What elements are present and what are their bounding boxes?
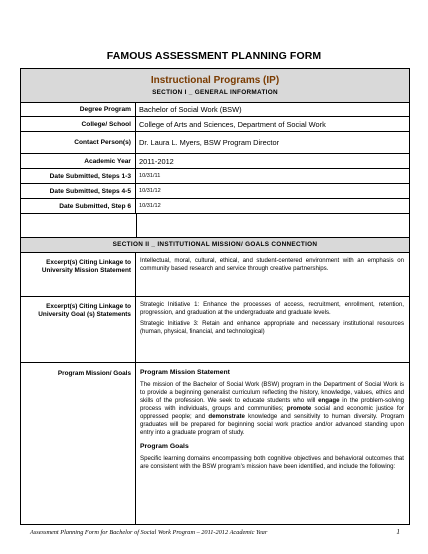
row-value: 10/31/12: [139, 203, 161, 209]
goal-linkage-row: [21, 297, 409, 363]
program-heading: Instructional Programs (IP): [150, 75, 280, 86]
row-value: 10/31/11: [139, 173, 161, 179]
mission-linkage-label: Excerpt(s) Citing Linkage to University Mission Statement: [21, 253, 136, 296]
section1-heading: SECTION I _ GENERAL INFORMATION: [152, 89, 278, 96]
page-number: 1: [396, 528, 400, 536]
mission-linkage-text: [136, 253, 409, 296]
mission-linkage-paragraph: Intellectual, moral, cultural, ethical, and student-centered environment with an emphasis on community based research and service through creative partnerships.: [140, 257, 404, 272]
row-label: Contact Person(s): [21, 132, 136, 153]
row-degree-program: [21, 103, 409, 117]
program-goals-heading: Program Goals: [140, 443, 189, 450]
row-value: 2011-2012: [139, 156, 174, 166]
section2-heading: SECTION II _ INSTITUTIONAL MISSION/ GOALS CONNECTION: [21, 238, 409, 253]
row-label: Date Submitted, Steps 1-3: [21, 169, 136, 183]
blank-row: [21, 214, 409, 238]
assessment-form: [20, 68, 410, 525]
page-footer: [30, 529, 400, 536]
row-value: Bachelor of Social Work (BSW): [139, 105, 242, 114]
program-goals-paragraph: Specific learning domains encompassing both cognitive objectives and behavioral outcomes that are consistent with the BSW program's mission have been identified, and include the following:: [140, 455, 404, 470]
row-label: Date Submitted, Step 6: [21, 199, 136, 213]
strategic-initiative-3: Strategic Initiative 3: Retain and enhance appropriate and necessary institutional resources (human, physical, financial, and technological): [140, 320, 404, 335]
goal-linkage-label: Excerpt(s) Citing Linkage to University Goal (s) Statements: [21, 297, 136, 362]
row-label: Date Submitted, Steps 4-5: [21, 184, 136, 198]
row-college: [21, 117, 409, 132]
row-value: College of Arts and Sciences, Department of Social Work: [139, 119, 326, 129]
row-contact: [21, 132, 409, 154]
form-banner: [21, 69, 409, 103]
row-label: College/ School: [21, 117, 136, 131]
footer-text: Assessment Planning Form for Bachelor of Social Work Program – 2011-2012 Academic Year: [30, 529, 268, 536]
program-mission-paragraph: The mission of the Bachelor of Social Work (BSW) program in the Department of Social Work is to provide a beginning generalist curriculum reflecting the history, knowledge, values, ethics and skills of the profession. We seek to educate students who will engage in the problem-solving process with individuals, groups and communities; promote social and economic justice for oppressed people; and demonstrate knowledge and sensitivity to human diversity. Program graduates will be prepared for beginning social work practice and/or advanced standing upon entry into a graduate program of study.: [140, 381, 404, 436]
program-mission-text: [136, 363, 409, 525]
row-value: 10/31/12: [139, 188, 161, 194]
row-value: Dr. Laura L. Myers, BSW Program Director: [139, 138, 280, 147]
row-label: Academic Year: [21, 154, 136, 168]
row-date-step-6: [21, 199, 409, 214]
form-title: FAMOUS ASSESSMENT PLANNING FORM: [106, 50, 322, 62]
goal-linkage-text: [136, 297, 409, 362]
program-mission-label: Program Mission/ Goals: [21, 363, 136, 525]
strategic-initiative-1: Strategic Initiative 1: Enhance the processes of access, recruitment, enrollment, retention, progression, and graduation at the undergraduate and graduate levels.: [140, 301, 404, 316]
row-date-steps-1-3: [21, 169, 409, 184]
row-academic-year: [21, 154, 409, 169]
row-label: Degree Program: [21, 103, 136, 116]
program-mission-row: [21, 363, 409, 525]
mission-linkage-row: [21, 253, 409, 297]
row-date-steps-4-5: [21, 184, 409, 199]
program-mission-heading: Program Mission Statement: [140, 369, 230, 376]
